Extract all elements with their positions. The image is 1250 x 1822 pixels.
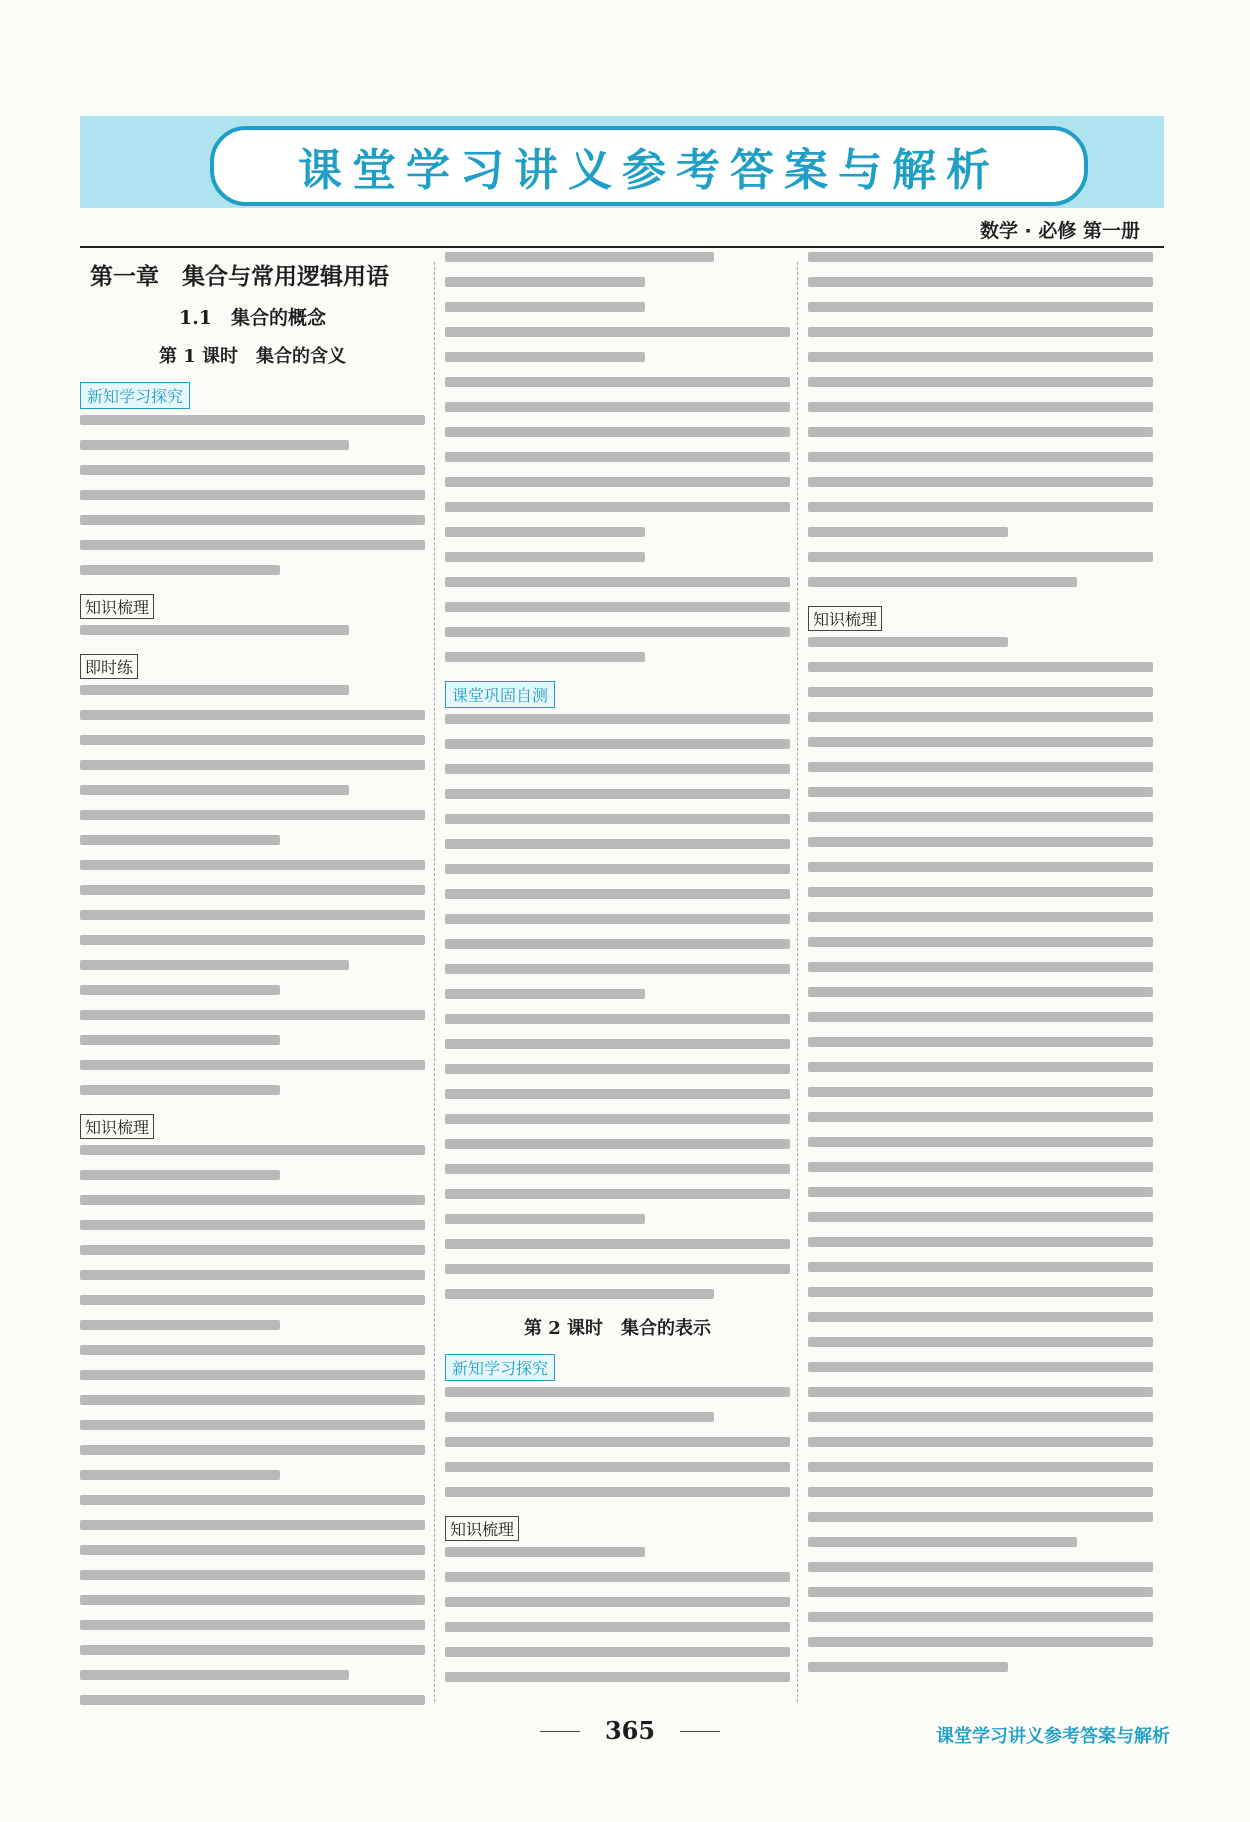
- column-2: [445, 252, 790, 1712]
- section-heading: 1.1 集合的概念: [178, 307, 327, 329]
- column-divider: [434, 262, 435, 1702]
- unreadable-text-block: [445, 714, 790, 1299]
- title-banner: [80, 116, 1164, 208]
- banner-title: 课堂学习讲义参考答案与解析: [298, 145, 1000, 196]
- column-divider: [797, 262, 798, 1702]
- chapter-heading: 第一章 集合与常用逻辑用语: [90, 263, 389, 290]
- unreadable-text-block: [445, 1387, 790, 1497]
- unreadable-text-block: [808, 637, 1153, 1672]
- sub-tag: 知识梳理: [80, 594, 154, 619]
- column-3: [808, 252, 1153, 1712]
- lesson-heading: 第 1 课时 集合的含义: [158, 346, 347, 367]
- unreadable-text-block: [808, 252, 1153, 587]
- unreadable-text-block: [80, 625, 425, 635]
- sub-tag: 知识梳理: [808, 606, 882, 631]
- unreadable-text-block: [80, 415, 425, 575]
- title-banner-frame: [210, 126, 1088, 206]
- sub-tag: 知识梳理: [445, 1516, 519, 1541]
- subject-label: 数学 · 必修 第一册: [979, 220, 1140, 242]
- unreadable-text-block: [445, 252, 790, 662]
- page-number-rule: [680, 1731, 720, 1732]
- unreadable-text-block: [445, 1547, 790, 1682]
- page-number-rule: [540, 1731, 580, 1732]
- section-tag: 新知学习探究: [445, 1354, 555, 1381]
- section-tag: 课堂巩固自测: [445, 681, 555, 708]
- header-rule: [80, 246, 1164, 248]
- sub-tag: 知识梳理: [80, 1114, 154, 1139]
- column-1: [80, 252, 425, 1712]
- sub-tag: 即时练: [80, 654, 138, 679]
- lesson-heading: 第 2 课时 集合的表示: [523, 1318, 712, 1339]
- unreadable-text-block: [80, 685, 425, 1095]
- section-tag: 新知学习探究: [80, 382, 190, 409]
- running-footer: 课堂学习讲义参考答案与解析: [936, 1726, 1170, 1747]
- unreadable-text-block: [80, 1145, 425, 1712]
- page-number: 365: [604, 1716, 656, 1745]
